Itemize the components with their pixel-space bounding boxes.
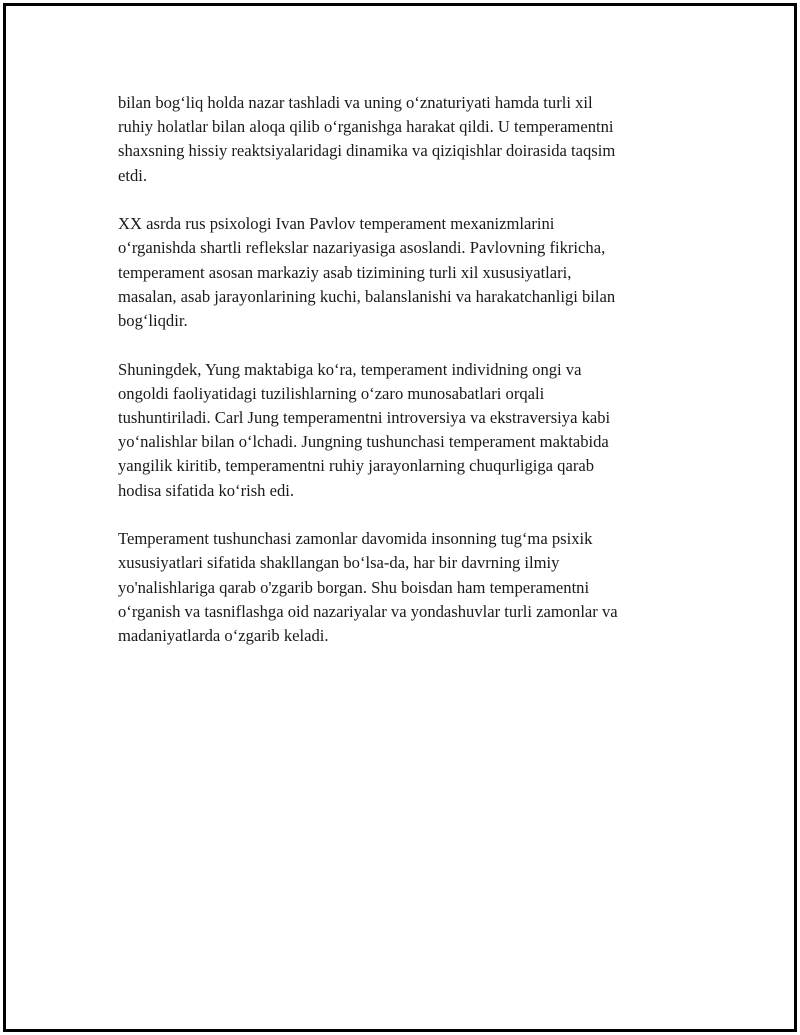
paragraph-1: bilan bog‘liq holda nazar tashladi va uning o‘znaturiyati hamda turli xil ruhiy holatlar bilan aloqa qilib o‘rganishga harakat qildi. U temperamentni shaxsning hissiy reaktsiyalaridagi dinamika va qiziqishlar doirasida taqsim etdi.: [118, 93, 616, 185]
paragraph-2: XX asrda rus psixologi Ivan Pavlov temperament mexanizmlarini o‘rganishda shartli reflekslar nazariyasiga asoslandi. Pavlovning fikricha, temperament asosan markaziy asab tizimining turli xil xususiyatlari, masalan, asab jarayonlarining kuchi, balanslanishi va harakatchanligi bilan bog‘liqdir.: [118, 214, 616, 331]
document-body: [118, 91, 680, 673]
paragraph-4: Temperament tushunchasi zamonlar davomida insonning tug‘ma psixik xususiyatlari sifatida shakllangan bo‘lsa-da, har bir davrning ilmiy yo'nalishlariga qarab o'zgarib borgan. Shu boisdan ham temperamentni o‘rganish va tasniflashga oid nazariyalar va yondashuvlar turli zamonlar va madaniyatlarda o‘zgarib keladi.: [118, 529, 618, 646]
paragraph-3: Shuningdek, Yung maktabiga ko‘ra, temperament individning ongi va ongoldi faoliyatidagi tuzilishlarning o‘zaro munosabatlari orqali tushuntiriladi. Carl Jung temperamentni introversiya va ekstraversiya kabi yo‘nalishlar bilan o‘lchadi. Jungning tushunchasi temperament maktabida yangilik kiritib, temperamentni ruhiy jarayonlarning chuqurligiga qarab hodisa sifatida ko‘rish edi.: [118, 359, 611, 500]
